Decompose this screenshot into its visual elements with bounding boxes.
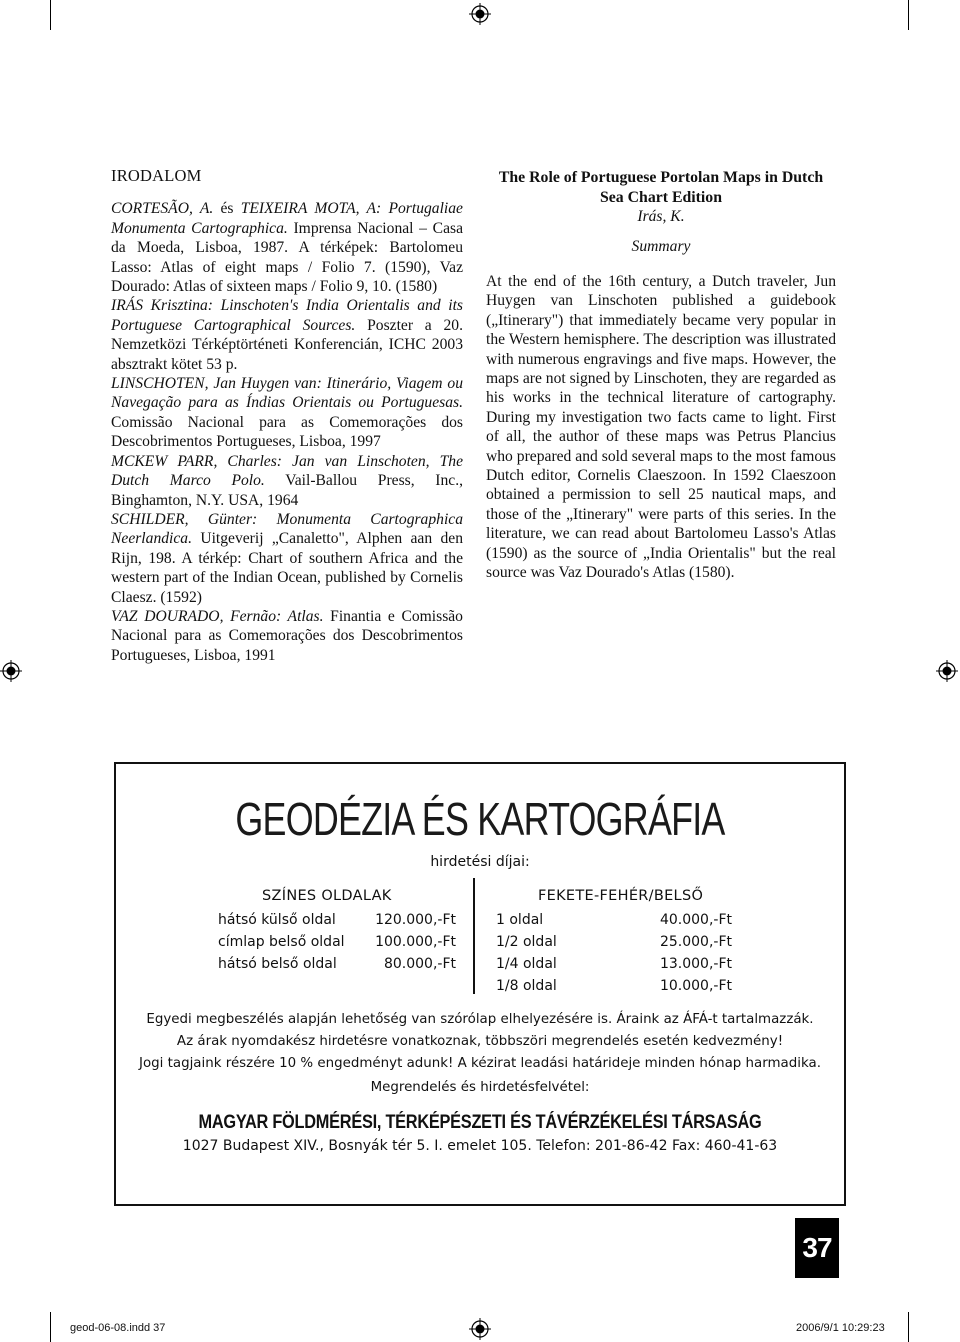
reference-entry bbox=[111, 607, 463, 665]
rate-row bbox=[496, 978, 732, 994]
order-label: Megrendelés és hirdetésfelvétel: bbox=[370, 1080, 590, 1095]
crop-mark bbox=[908, 0, 909, 30]
reference-entry bbox=[111, 199, 463, 296]
rate-label: 1/2 oldal bbox=[496, 934, 557, 950]
rate-label: 1/4 oldal bbox=[496, 956, 557, 972]
ad-note: Jogi tagjaink részére 10 % engedményt adunk! A kézirat leadási határideje minden hónap harmadika. bbox=[139, 1056, 821, 1071]
page-number: 37 bbox=[795, 1218, 839, 1278]
rate-price: 10.000,-Ft bbox=[659, 978, 732, 994]
column-divider bbox=[473, 878, 475, 994]
journal-title: GEODÉZIA ÉS KARTOGRÁFIA bbox=[235, 793, 725, 845]
summary-body: At the end of the 16th century, a Dutch traveler, Jun Huygen van Linschoten published a guidebook („Itinerary") that immediately became very popular in the Western hemisphere. The description was illustrated with numerous engravings and five maps. However, the maps are not signed by Linschoten, they are regarded as his works in the technical literature of cartography. During my investigation two facts came to light. First of all, the author of these maps was Petrus Plancius who prepared and sold several maps to the most famous Dutch editor, Cornelis Claeszoon. In 1592 Claeszoon obtained a permission to sell 25 nautical maps, and those of the „Itinerary" were parts of this series. In the literature, we can read about Bartolomeu Lasso's Atlas (1590) as the source of „India Orientalis" but the real source was Vaz Dourado's Atlas (1580). bbox=[486, 273, 836, 582]
reference-details: Imprensa Nacional – Casa da Moeda, Lisboa, 1987. A térképek: Bartolomeu Lasso: Atlas of eight maps / Folio 7. (1590), Vaz Dourado: Atlas of sixteen maps / Folio 9, 10. (1580) bbox=[111, 219, 463, 296]
society-address: 1027 Budapest XIV., Bosnyák tér 5. I. emelet 105. Telefon: 201-86-42 Fax: 460-41-63 bbox=[182, 1138, 778, 1154]
reference-details: Vail-Ballou Press, Inc., Binghamton, N.Y. USA, 1964 bbox=[111, 472, 463, 509]
reference-details: Comissão Nacional para as Comemorações dos Descobrimentos Portugueses, Lisboa, 1997 bbox=[111, 413, 463, 451]
rate-price: 100.000,-Ft bbox=[375, 934, 456, 950]
rate-label: 1 oldal bbox=[496, 912, 544, 928]
registration-mark-icon bbox=[936, 660, 958, 682]
color-pages-heading: SZÍNES OLDALAK bbox=[262, 888, 392, 904]
rate-price: 120.000,-Ft bbox=[375, 912, 456, 928]
references-heading: IRODALOM bbox=[111, 166, 202, 185]
reference-title: LINSCHOTEN, Jan Huygen van: Itinerário, Viagem ou Navegação para as Índias Orientais ou Portuguesas. bbox=[111, 375, 463, 412]
summary-author: Irás, K. bbox=[637, 208, 685, 226]
reference-title: TEIXEIRA MOTA, A: Portugaliae Monumenta Cartographica. bbox=[111, 200, 463, 237]
reference-details: Uitgeverij „Canaletto", Alphen aan den Rijn, 198. A térkép: Chart of southern Africa and the western part of the Indian Ocean, published by Cornelis Claesz. (1592) bbox=[111, 530, 463, 606]
rate-row bbox=[218, 912, 456, 928]
crop-mark bbox=[50, 1312, 51, 1342]
references-list bbox=[111, 199, 463, 665]
rate-label: hátsó belső oldal bbox=[218, 956, 337, 972]
rate-label: címlap belső oldal bbox=[218, 934, 345, 950]
registration-mark-icon bbox=[0, 660, 22, 682]
summary-title: The Role of Portuguese Portolan Maps in Dutch Sea Chart Edition bbox=[498, 169, 824, 206]
ad-note: Egyedi megbeszélés alapján lehetőség van szórólap elhelyezésére is. Áraink az ÁFÁ-t tartalmazzák. bbox=[146, 1012, 814, 1027]
rate-price: 80.000,-Ft bbox=[383, 956, 456, 972]
rate-label: 1/8 oldal bbox=[496, 978, 557, 994]
reference-entry bbox=[111, 452, 463, 510]
rate-row bbox=[496, 934, 732, 950]
reference-entry bbox=[111, 510, 463, 607]
society-name: MAGYAR FÖLDMÉRÉSI, TÉRKÉPÉSZETI ÉS TÁVÉRZÉKELÉSI TÁRSASÁG bbox=[198, 1112, 762, 1133]
reference-details: Poszter a 20. Nemzetközi Térképtörténeti Konferencián, ICHC 2003 absztrakt kötet 53 p. bbox=[111, 316, 464, 373]
reference-author: CORTESÃO, A. bbox=[111, 200, 214, 218]
references-section bbox=[111, 166, 463, 665]
reference-details: Finantia e Comissão Nacional para as Comemorações dos Descobrimentos Portugueses, Lisboa, 1991 bbox=[111, 607, 463, 664]
slug-date: 2006/9/1 10:29:23 bbox=[796, 1322, 885, 1334]
rate-price: 13.000,-Ft bbox=[659, 956, 732, 972]
reference-title: IRÁS Krisztina: Linschoten's India Orientalis and its Portuguese Cartographical Sources. bbox=[111, 297, 463, 334]
rate-price: 25.000,-Ft bbox=[659, 934, 732, 950]
rate-row bbox=[496, 956, 732, 972]
reference-entry bbox=[111, 374, 463, 452]
summary-label: Summary bbox=[631, 237, 691, 255]
crop-mark bbox=[908, 1312, 909, 1342]
summary-section bbox=[486, 168, 836, 583]
bw-pages-heading: FEKETE-FEHÉR/BELSŐ bbox=[538, 888, 704, 904]
rate-price: 40.000,-Ft bbox=[659, 912, 732, 928]
reference-title: MCKEW PARR, Charles: Jan van Linschoten, The Dutch Marco Polo. bbox=[111, 452, 463, 490]
reference-connector: és bbox=[213, 200, 241, 218]
rate-label: hátsó külső oldal bbox=[218, 912, 336, 928]
reference-title: SCHILDER, Günter: Monumenta Cartographica Neerlandica. bbox=[111, 510, 463, 548]
registration-mark-icon bbox=[469, 1318, 491, 1340]
rate-row bbox=[496, 912, 732, 928]
rate-row bbox=[218, 934, 456, 950]
reference-title: VAZ DOURADO, Fernão: Atlas. bbox=[111, 607, 324, 625]
rates-label: hirdetési díjai: bbox=[430, 854, 530, 870]
crop-mark bbox=[50, 0, 51, 30]
ad-note: Az árak nyomdakész hirdetésre vonatkoznak, többszöri megrendelés esetén kedvezmény! bbox=[176, 1034, 784, 1049]
slug-file: geod-06-08.indd 37 bbox=[70, 1322, 166, 1334]
registration-mark-icon bbox=[469, 3, 491, 25]
reference-entry bbox=[111, 296, 463, 374]
advertisement-box bbox=[114, 762, 846, 1206]
rate-row bbox=[218, 956, 456, 972]
